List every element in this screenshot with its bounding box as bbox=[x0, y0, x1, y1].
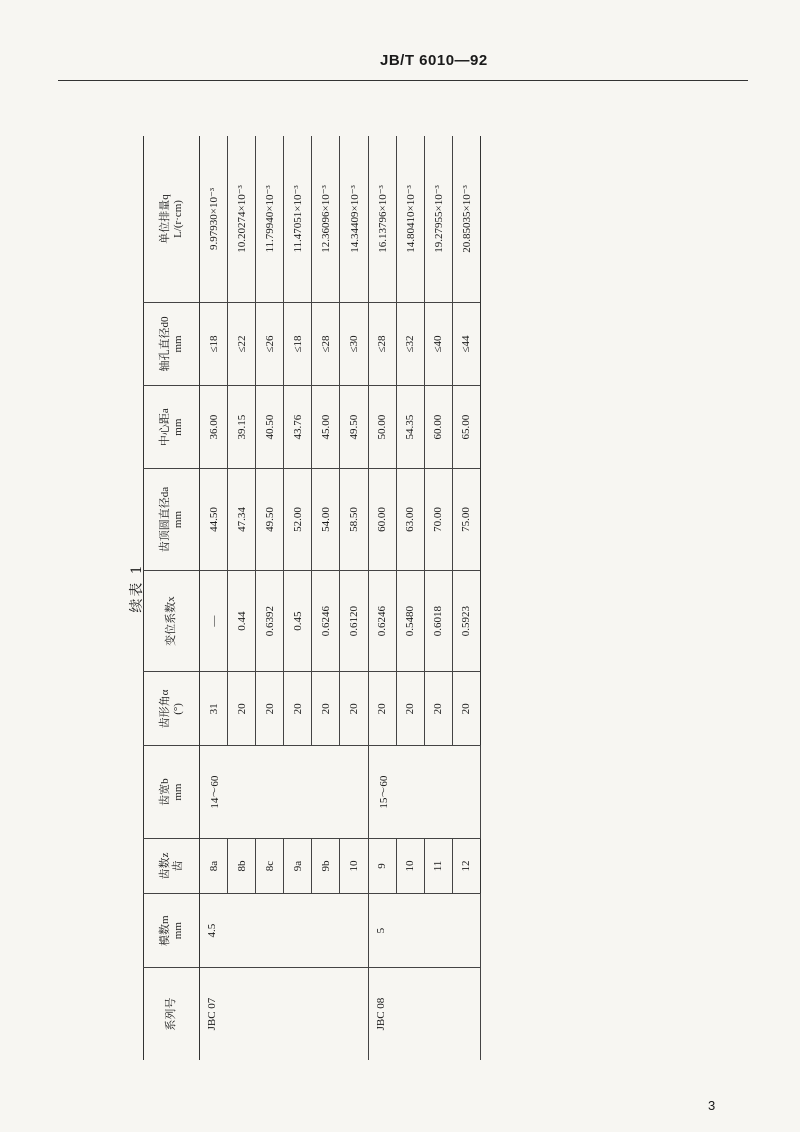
bore-cell: ≤28 bbox=[312, 302, 340, 385]
shift-cell: 0.6392 bbox=[256, 570, 284, 672]
column-header: 轴孔直径d0 mm bbox=[144, 302, 200, 385]
center-distance-cell: 43.76 bbox=[284, 386, 312, 469]
column-header: 系列号 bbox=[144, 968, 200, 1060]
bore-cell: ≤40 bbox=[424, 302, 452, 385]
displacement-cell: 9.97930×10⁻³ bbox=[200, 136, 228, 302]
gear-pump-spec-table bbox=[143, 136, 481, 1060]
teeth-cell: 12 bbox=[452, 838, 480, 893]
angle-cell: 20 bbox=[228, 672, 256, 746]
column-header: 变位系数x bbox=[144, 570, 200, 672]
column-header: 齿形角α (°) bbox=[144, 672, 200, 746]
center-distance-cell: 50.00 bbox=[368, 386, 396, 469]
shift-cell: — bbox=[200, 570, 228, 672]
displacement-cell: 14.80410×10⁻³ bbox=[396, 136, 424, 302]
column-header: 齿宽b mm bbox=[144, 746, 200, 838]
angle-cell: 20 bbox=[424, 672, 452, 746]
width-cell: 15～60 bbox=[368, 746, 480, 838]
teeth-cell: 8a bbox=[200, 838, 228, 893]
center-distance-cell: 54.35 bbox=[396, 386, 424, 469]
teeth-cell: 10 bbox=[396, 838, 424, 893]
displacement-cell: 16.13796×10⁻³ bbox=[368, 136, 396, 302]
column-header: 齿数z 齿 bbox=[144, 838, 200, 893]
header-rule bbox=[58, 80, 748, 81]
tip-diameter-cell: 52.00 bbox=[284, 469, 312, 571]
shift-cell: 0.5923 bbox=[452, 570, 480, 672]
displacement-cell: 19.27955×10⁻³ bbox=[424, 136, 452, 302]
tip-diameter-cell: 47.34 bbox=[228, 469, 256, 571]
angle-cell: 31 bbox=[200, 672, 228, 746]
angle-cell: 20 bbox=[256, 672, 284, 746]
header-row bbox=[144, 136, 200, 1060]
shift-cell: 0.6246 bbox=[368, 570, 396, 672]
column-header: 单位排量q L/(r·cm) bbox=[144, 136, 200, 302]
teeth-cell: 9a bbox=[284, 838, 312, 893]
center-distance-cell: 40.50 bbox=[256, 386, 284, 469]
center-distance-cell: 49.50 bbox=[340, 386, 368, 469]
document-code: JB/T 6010—92 bbox=[380, 52, 488, 69]
series-cell: JBC 07 bbox=[200, 968, 369, 1060]
center-distance-cell: 65.00 bbox=[452, 386, 480, 469]
column-header: 齿顶圆直径da mm bbox=[144, 469, 200, 571]
table-title: 续表 1 bbox=[129, 563, 145, 613]
teeth-cell: 8b bbox=[228, 838, 256, 893]
bore-cell: ≤18 bbox=[200, 302, 228, 385]
center-distance-cell: 45.00 bbox=[312, 386, 340, 469]
page-number: 3 bbox=[708, 1098, 716, 1113]
column-header: 模数m mm bbox=[144, 894, 200, 968]
teeth-cell: 10 bbox=[340, 838, 368, 893]
teeth-cell: 11 bbox=[424, 838, 452, 893]
bore-cell: ≤26 bbox=[256, 302, 284, 385]
bore-cell: ≤44 bbox=[452, 302, 480, 385]
teeth-cell: 8c bbox=[256, 838, 284, 893]
displacement-cell: 11.47051×10⁻³ bbox=[284, 136, 312, 302]
shift-cell: 0.6018 bbox=[424, 570, 452, 672]
tip-diameter-cell: 60.00 bbox=[368, 469, 396, 571]
bore-cell: ≤32 bbox=[396, 302, 424, 385]
angle-cell: 20 bbox=[368, 672, 396, 746]
module-cell: 4.5 bbox=[200, 894, 369, 968]
module-cell: 5 bbox=[368, 894, 480, 968]
angle-cell: 20 bbox=[312, 672, 340, 746]
tip-diameter-cell: 49.50 bbox=[256, 469, 284, 571]
bore-cell: ≤28 bbox=[368, 302, 396, 385]
bore-cell: ≤22 bbox=[228, 302, 256, 385]
angle-cell: 20 bbox=[340, 672, 368, 746]
width-cell: 14～60 bbox=[200, 746, 369, 838]
shift-cell: 0.6246 bbox=[312, 570, 340, 672]
displacement-cell: 20.85035×10⁻³ bbox=[452, 136, 480, 302]
tip-diameter-cell: 54.00 bbox=[312, 469, 340, 571]
tip-diameter-cell: 63.00 bbox=[396, 469, 424, 571]
tip-diameter-cell: 75.00 bbox=[452, 469, 480, 571]
bore-cell: ≤18 bbox=[284, 302, 312, 385]
tip-diameter-cell: 70.00 bbox=[424, 469, 452, 571]
rotated-table-container bbox=[143, 136, 481, 1060]
series-cell: JBC 08 bbox=[368, 968, 480, 1060]
center-distance-cell: 60.00 bbox=[424, 386, 452, 469]
angle-cell: 20 bbox=[284, 672, 312, 746]
shift-cell: 0.6120 bbox=[340, 570, 368, 672]
shift-cell: 0.44 bbox=[228, 570, 256, 672]
teeth-cell: 9 bbox=[368, 838, 396, 893]
displacement-cell: 14.34409×10⁻³ bbox=[340, 136, 368, 302]
displacement-cell: 11.79940×10⁻³ bbox=[256, 136, 284, 302]
tip-diameter-cell: 58.50 bbox=[340, 469, 368, 571]
column-header: 中心距a mm bbox=[144, 386, 200, 469]
center-distance-cell: 39.15 bbox=[228, 386, 256, 469]
shift-cell: 0.45 bbox=[284, 570, 312, 672]
table-row bbox=[368, 136, 396, 1060]
shift-cell: 0.5480 bbox=[396, 570, 424, 672]
table-row bbox=[200, 136, 228, 1060]
displacement-cell: 10.20274×10⁻³ bbox=[228, 136, 256, 302]
angle-cell: 20 bbox=[396, 672, 424, 746]
displacement-cell: 12.36096×10⁻³ bbox=[312, 136, 340, 302]
angle-cell: 20 bbox=[452, 672, 480, 746]
center-distance-cell: 36.00 bbox=[200, 386, 228, 469]
tip-diameter-cell: 44.50 bbox=[200, 469, 228, 571]
teeth-cell: 9b bbox=[312, 838, 340, 893]
bore-cell: ≤30 bbox=[340, 302, 368, 385]
